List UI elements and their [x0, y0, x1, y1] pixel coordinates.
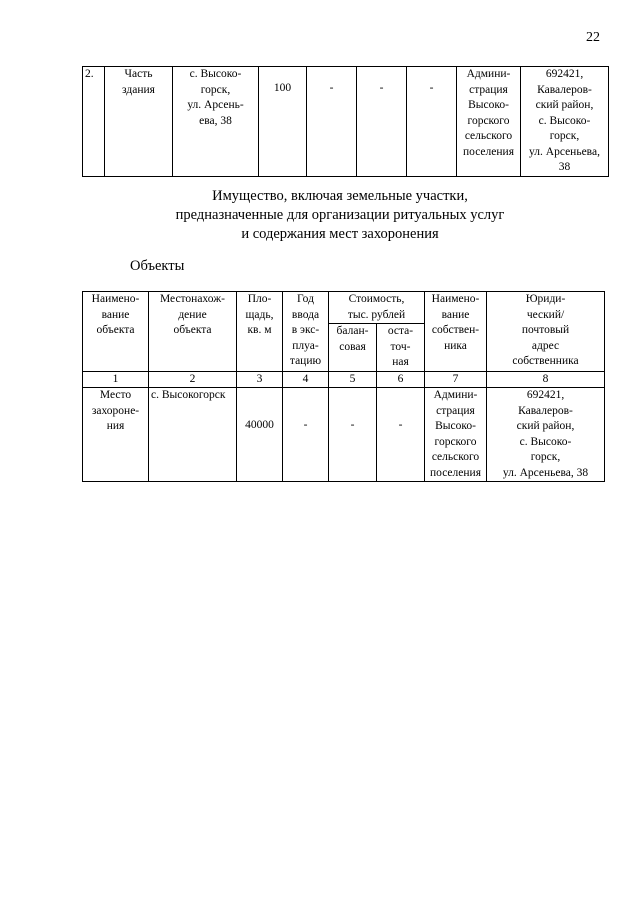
- column-number: 4: [283, 371, 329, 388]
- object-area: 100: [259, 67, 307, 177]
- section-subheading: Объекты: [130, 258, 185, 274]
- owner-name: Админи- страция Высоко- горского сельского поселения: [457, 67, 521, 177]
- column-number: 6: [377, 371, 425, 388]
- object-location: с. Высокогорск: [149, 388, 237, 482]
- owner-address: 692421, Кавалеров- ский район, с. Высоко- горск, ул. Арсеньева, 38: [521, 67, 609, 177]
- column-number-row: [83, 371, 605, 388]
- commission-year: -: [307, 67, 357, 177]
- property-row-table: [82, 66, 609, 177]
- page-number: 22: [586, 30, 600, 45]
- header-owner: Наимено- вание собствен- ника: [425, 292, 487, 372]
- section-heading: Имущество, включая земельные участки, предназначенные для организации ритуальных услуг и содержания мест захоронения: [175, 188, 505, 242]
- row-number: 2.: [83, 67, 105, 177]
- owner-address: 692421, Кавалеров- ский район, с. Высоко- горск, ул. Арсеньева, 38: [487, 388, 605, 482]
- header-area: Пло- щадь, кв. м: [237, 292, 283, 372]
- object-name: Часть здания: [105, 67, 173, 177]
- header-location: Местонахож- дение объекта: [149, 292, 237, 372]
- header-address: Юриди- ческий/ почтовый адрес собственника: [487, 292, 605, 372]
- balance-cost: -: [329, 388, 377, 482]
- residual-cost: -: [407, 67, 457, 177]
- header-balance: балан- совая: [329, 324, 377, 372]
- table-header-row: [83, 292, 605, 324]
- header-year: Год ввода в экс- плуа- тацию: [283, 292, 329, 372]
- balance-cost: -: [357, 67, 407, 177]
- object-name: Место захороне- ния: [83, 388, 149, 482]
- object-location: с. Высоко- горск, ул. Арсень- ева, 38: [173, 67, 259, 177]
- header-cost: Стоимость, тыс. рублей: [329, 292, 425, 324]
- object-area: 40000: [237, 388, 283, 482]
- column-number: 8: [487, 371, 605, 388]
- owner-name: Админи- страция Высоко- горского сельского поселения: [425, 388, 487, 482]
- column-number: 3: [237, 371, 283, 388]
- commission-year: -: [283, 388, 329, 482]
- column-number: 7: [425, 371, 487, 388]
- residual-cost: -: [377, 388, 425, 482]
- header-object-name: Наимено- вание объекта: [83, 292, 149, 372]
- column-number: 1: [83, 371, 149, 388]
- objects-table: [82, 291, 605, 482]
- table-row: [83, 388, 605, 482]
- table-row: [83, 67, 609, 177]
- header-residual: оста- точ- ная: [377, 324, 425, 372]
- column-number: 5: [329, 371, 377, 388]
- column-number: 2: [149, 371, 237, 388]
